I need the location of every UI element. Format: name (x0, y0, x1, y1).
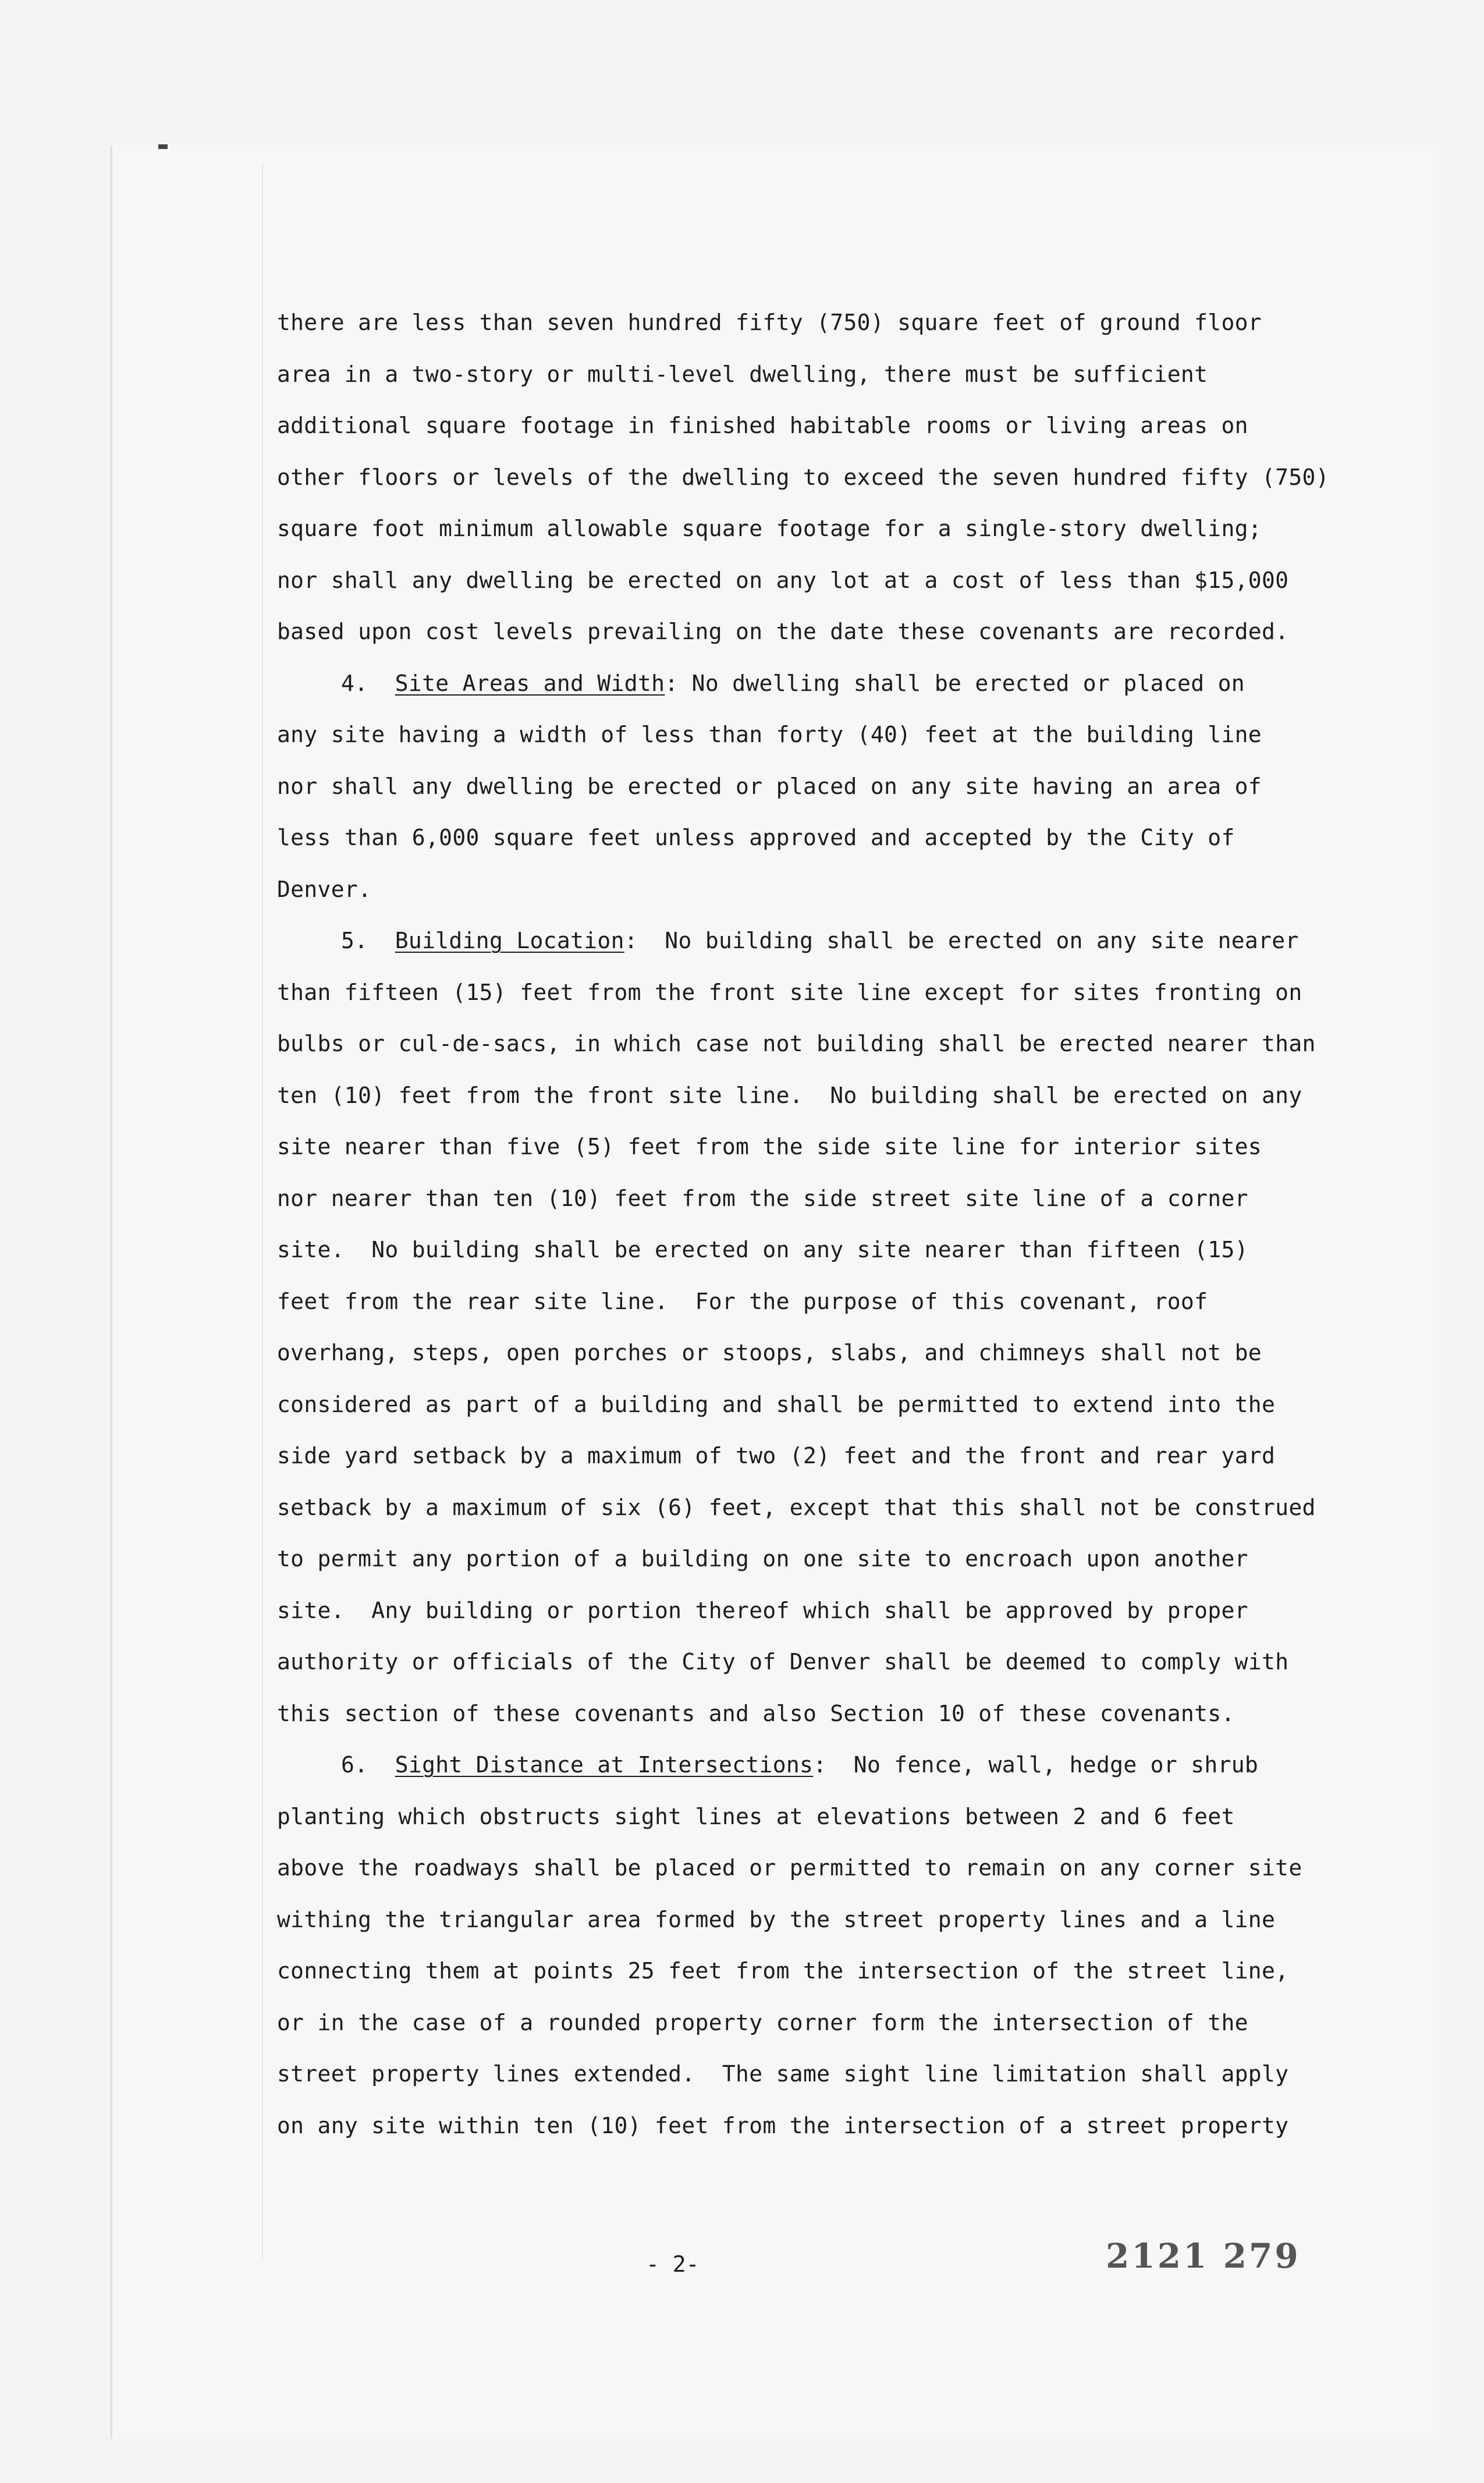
body-line: side yard setback by a maximum of two (2) feet and the front and rear yard (277, 1443, 1276, 1468)
body-line: than fifteen (15) feet from the front site line except for sites fronting on (277, 979, 1302, 1005)
body-line: site nearer than five (5) feet from the side site line for interior sites (277, 1134, 1262, 1159)
body-line: ten (10) feet from the front site line. No building shall be erected on any (277, 1082, 1302, 1108)
body-line: site. Any building or portion thereof which shall be approved by proper (277, 1597, 1248, 1623)
body-line: this section of these covenants and also Section 10 of these covenants. (277, 1700, 1235, 1726)
section-heading: Site Areas and Width (395, 670, 665, 696)
body-line: Denver. (277, 876, 372, 902)
body-line: connecting them at points 25 feet from the intersection of the street line, (277, 1958, 1289, 1984)
body-line: withing the triangular area formed by the street property lines and a line (277, 1906, 1276, 1932)
body-line: additional square footage in finished habitable rooms or living areas on (277, 413, 1248, 438)
section-text: : No dwelling shall be erected or placed on (665, 670, 1245, 696)
section-6-heading-line (277, 1739, 1301, 1791)
body-line: nor nearer than ten (10) feet from the side street site line of a corner (277, 1185, 1248, 1211)
body-line: street property lines extended. The same sight line limitation shall apply (277, 2061, 1289, 2087)
body-line: any site having a width of less than forty (40) feet at the building line (277, 722, 1262, 747)
section-heading: Building Location (395, 928, 624, 953)
body-line: considered as part of a building and shall be permitted to extend into the (277, 1391, 1276, 1417)
body-line: authority or officials of the City of Denver shall be deemed to comply with (277, 1649, 1289, 1675)
section-number: 4. (341, 670, 368, 696)
body-line: based upon cost levels prevailing on the date these covenants are recorded. (277, 619, 1289, 644)
scan-mark (158, 144, 168, 149)
body-line: planting which obstructs sight lines at elevations between 2 and 6 feet (277, 1803, 1235, 1829)
body-line: other floors or levels of the dwelling to exceed the seven hundred fifty (750) (277, 464, 1329, 490)
section-text: : No fence, wall, hedge or shrub (813, 1752, 1259, 1778)
page-number: - 2- (646, 2251, 700, 2277)
document-body (277, 297, 1329, 2151)
body-line: above the roadways shall be placed or permitted to remain on any corner site (277, 1855, 1302, 1881)
section-5-heading-line (277, 915, 1301, 967)
section-number: 6. (341, 1752, 368, 1778)
body-line: feet from the rear site line. For the purpose of this covenant, roof (277, 1288, 1208, 1314)
body-line: area in a two-story or multi-level dwelling, there must be sufficient (277, 361, 1208, 387)
section-heading: Sight Distance at Intersections (395, 1752, 814, 1778)
body-line: on any site within ten (10) feet from the intersection of a street property (277, 2112, 1289, 2138)
body-line: less than 6,000 square feet unless approved and accepted by the City of (277, 825, 1235, 850)
body-line: nor shall any dwelling be erected on any lot at a cost of less than $15,000 (277, 567, 1289, 593)
body-line: or in the case of a rounded property corner form the intersection of the (277, 2009, 1248, 2035)
section-number: 5. (341, 928, 368, 953)
recording-stamp-number: 2121 279 (1106, 2236, 1301, 2276)
body-line: to permit any portion of a building on one site to encroach upon another (277, 1546, 1248, 1572)
body-line: setback by a maximum of six (6) feet, except that this shall not be construed (277, 1494, 1316, 1520)
section-text: : No building shall be erected on any site nearer (624, 928, 1299, 953)
body-line: there are less than seven hundred fifty (750) square feet of ground floor (277, 310, 1262, 335)
body-line: square foot minimum allowable square footage for a single-story dwelling; (277, 516, 1262, 541)
section-4-heading-line (277, 658, 1301, 710)
margin-line (262, 163, 263, 2258)
body-line: site. No building shall be erected on any site nearer than fifteen (15) (277, 1237, 1248, 1262)
body-line: nor shall any dwelling be erected or placed on any site having an area of (277, 773, 1262, 799)
body-line: bulbs or cul-de-sacs, in which case not building shall be erected nearer than (277, 1031, 1316, 1056)
body-line: overhang, steps, open porches or stoops, slabs, and chimneys shall not be (277, 1340, 1262, 1365)
